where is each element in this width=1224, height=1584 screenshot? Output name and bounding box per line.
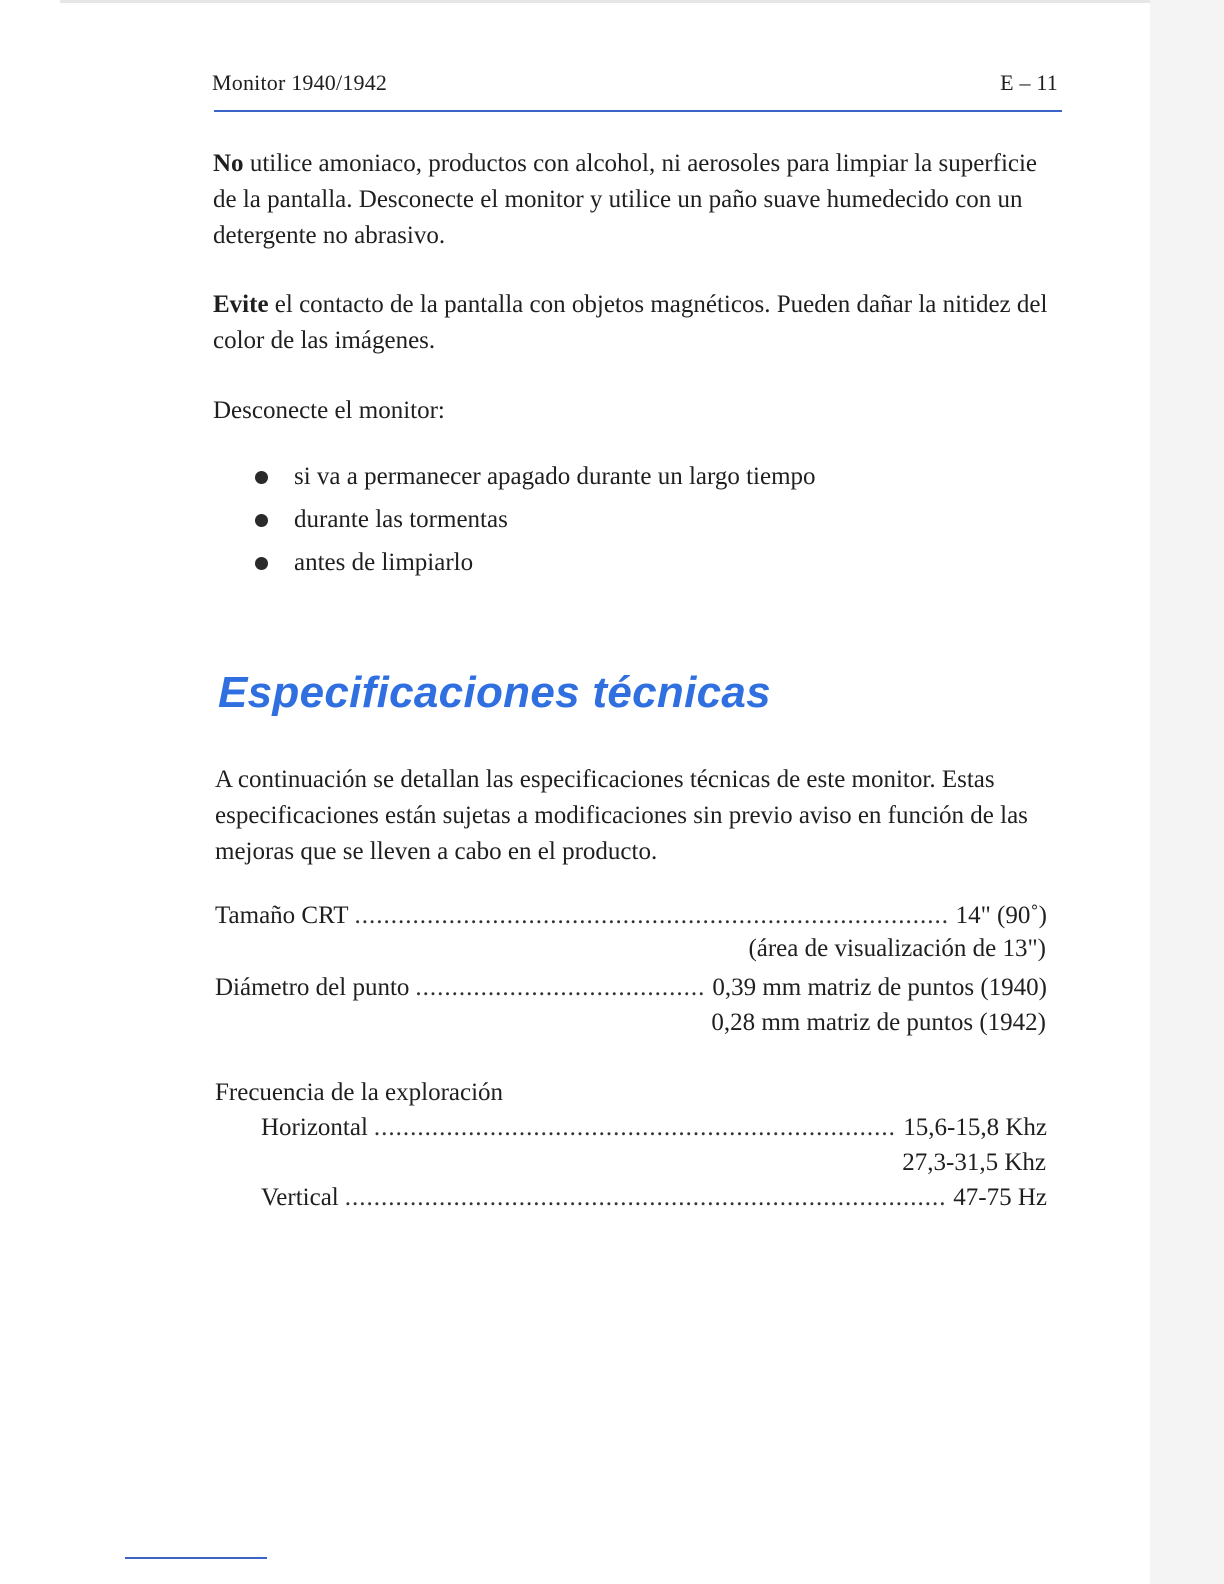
- spec-crt-size: [215, 902, 1047, 938]
- spec-crt-label: Tamaño CRT: [215, 902, 349, 929]
- spec-dot-pitch: [215, 974, 1047, 1010]
- paragraph-cleaning-text: utilice amoniaco, productos con alcohol, ni aerosoles para limpiar la superficie de la pantalla. Desconecte el monitor y utilice un paño suave humedecido con un detergente no abrasivo.: [213, 150, 1038, 249]
- spec-dot-label: Diámetro del punto: [215, 974, 410, 1001]
- specs-intro: A continuación se detallan las especificaciones técnicas de este monitor. Estas especificaciones están sujetas a modificaciones sin previo aviso en función de las mejoras que se lleven a cabo en el producto.: [215, 766, 1028, 865]
- list-item-text: si va a permanecer apagado durante un largo tiempo: [294, 463, 816, 490]
- bullet-icon: [255, 514, 268, 527]
- spec-scan-heading: Frecuencia de la exploración: [215, 1079, 504, 1106]
- dot-leader: [374, 1114, 897, 1142]
- spec-horizontal: [261, 1114, 1047, 1150]
- paragraph-magnetic-text: el contacto de la pantalla con objetos magnéticos. Pueden dañar la nitidez del color de las imágenes.: [213, 291, 1048, 354]
- list-item: [252, 541, 1012, 584]
- dot-leader: [415, 974, 706, 1002]
- spec-dot-value-1: 0,39 mm matriz de puntos (1940): [712, 974, 1047, 1001]
- page-right-margin: [1150, 0, 1224, 1584]
- spec-vertical-label: Vertical: [261, 1184, 339, 1211]
- disconnect-list: [252, 455, 1012, 584]
- paragraph-magnetic: [213, 287, 1058, 359]
- list-item: [252, 498, 1012, 541]
- dot-leader: [345, 1184, 948, 1212]
- running-header: [212, 70, 1062, 104]
- header-title: Monitor 1940/1942: [212, 70, 388, 95]
- bullet-icon: [255, 557, 268, 570]
- paragraph-cleaning: [213, 146, 1058, 254]
- section-title: Especificaciones técnicas: [218, 668, 771, 717]
- spec-crt-note: (área de visualización de 13"): [748, 935, 1046, 962]
- header-page-number: E – 11: [1000, 70, 1058, 95]
- dot-leader: [355, 902, 950, 930]
- spec-vertical: [261, 1184, 1047, 1220]
- header-rule: [214, 110, 1062, 112]
- spec-horizontal-value-2: 27,3-31,5 Khz: [902, 1149, 1046, 1176]
- paragraph-cleaning-lead: No: [213, 150, 244, 177]
- spec-dot-value-2: 0,28 mm matriz de puntos (1942): [711, 1009, 1046, 1036]
- page-top-edge: [60, 0, 1150, 3]
- list-item: [252, 455, 1012, 498]
- paragraph-magnetic-lead: Evite: [213, 291, 269, 318]
- list-item-text: durante las tormentas: [294, 506, 508, 533]
- spec-horizontal-label: Horizontal: [261, 1114, 368, 1141]
- bullet-icon: [255, 471, 268, 484]
- paragraph-disconnect: Desconecte el monitor:: [213, 397, 445, 424]
- list-item-text: antes de limpiarlo: [294, 549, 474, 576]
- spec-crt-value: 14" (90˚): [955, 902, 1047, 929]
- footer-rule: [125, 1557, 267, 1559]
- spec-horizontal-value-1: 15,6-15,8 Khz: [903, 1114, 1047, 1141]
- spec-vertical-value: 47-75 Hz: [953, 1184, 1047, 1211]
